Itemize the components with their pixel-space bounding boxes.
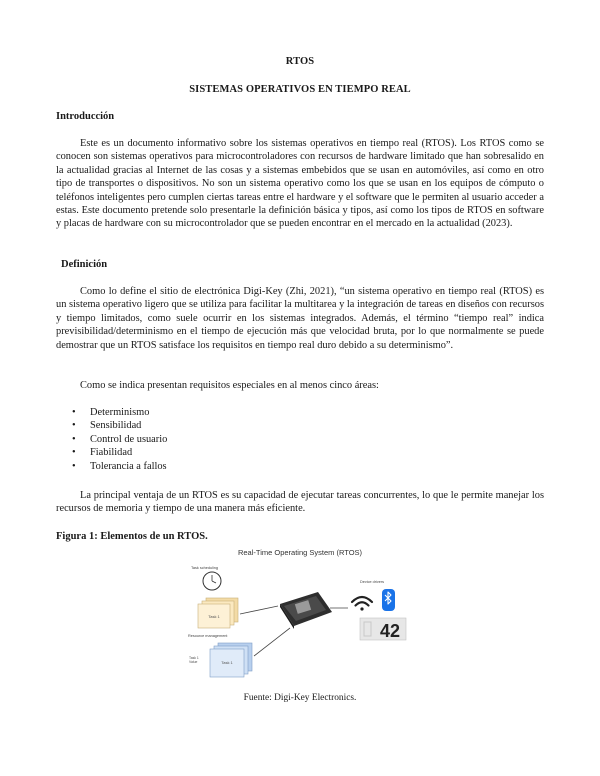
resource-management-label: Resource management: [188, 634, 228, 638]
list-item: • Sensibilidad: [72, 420, 142, 432]
areas-intro: Como se indica presentan requisitos especiales en al menos cinco áreas:: [80, 380, 379, 391]
wifi-icon: [352, 597, 372, 611]
microcontroller-board-icon: [280, 592, 332, 629]
figure-caption: Figura 1: Elementos de un RTOS.: [56, 531, 208, 542]
figure-source: Fuente: Digi-Key Electronics.: [243, 693, 357, 703]
closing-paragraph: La principal ventaja de un RTOS es su capacidad de ejecutar tareas concurrentes, lo que le permite manejar los recursos de memoria y tiempo de una manera más eficiente.: [56, 490, 544, 515]
seven-segment-display: [360, 618, 406, 641]
display-value: 42: [379, 621, 401, 641]
resource-card-label: Task 1: [221, 660, 233, 665]
task-card-stack: [198, 598, 238, 628]
resource-card-stack: [210, 643, 252, 677]
bullet-icon: •: [72, 420, 76, 432]
rtos-diagram: [180, 546, 420, 684]
intro-heading: Introducción: [56, 111, 115, 122]
resource-left-label: Task 1 Value: [189, 656, 199, 665]
definition-paragraph: Como lo define el sitio de electrónica Digi-Key (Zhi, 2021), “un sistema operativo en tiempo real (RTOS) es un sistema operativo ligero que se utiliza para facilitar la multitarea y la integración de tareas en diseños con recursos y tiempo limitados, como suele ocurrir en los sistemas integrados. Además, el término “tiempo real” indica previsibilidad/determinismo en el tiempo de ejecución más que velocidad bruta, por lo que normalmente se puede demostrar que un RTOS satisface los requisitos en tiempo real duro debido a su determinismo”.: [56, 286, 544, 351]
bluetooth-icon: [382, 589, 395, 611]
bullet-icon: •: [72, 460, 76, 472]
intro-paragraph: Este es un documento informativo sobre los sistemas operativos en tiempo real (RTOS). Los RTOS como se conocen son sistemas operativos para microcontroladores con recursos de hardware limitado que han sobresalido en la actualidad gracias al Internet de las cosas y a sistemas embebidos que se usan en automóviles, así como en otro tipo de transportes o dispositivos. No son un sistema operativo como los que se usan en los equipos de cómputo o teléfonos inteligentes pero cumplen ciertas tareas entre el hardware y el software que le permiten al usuario acceder a estas. Este documento pretende solo presentarle la definición básica y tipos, así como los tipos de RTOS en software y placas de hardware con su microcontrolador que se pueden encontrar en el mercado en la actualidad (2023).: [56, 138, 544, 230]
list-item: • Control de usuario: [72, 433, 168, 445]
list-item: • Tolerancia a fallos: [72, 460, 167, 472]
task-scheduling-label: Task scheduling: [191, 566, 219, 570]
bullet-icon: •: [72, 433, 76, 445]
bullet-icon: •: [72, 447, 76, 459]
task-card-label: Task 1: [208, 614, 220, 619]
definition-heading: Definición: [61, 259, 108, 270]
document-subtitle: SISTEMAS OPERATIVOS EN TIEMPO REAL: [189, 84, 411, 95]
areas-list: [56, 406, 167, 473]
device-drivers-label: Device drivers: [360, 580, 385, 584]
bullet-icon: •: [72, 407, 76, 418]
diagram-title: Real-Time Operating System (RTOS): [237, 548, 363, 557]
connector-line: [240, 606, 278, 614]
list-item: • Determinismo: [72, 407, 150, 418]
list-item: • Fiabilidad: [72, 447, 133, 459]
document-title: RTOS: [285, 56, 315, 67]
connector-line: [254, 628, 290, 656]
clock-icon: [203, 572, 221, 590]
